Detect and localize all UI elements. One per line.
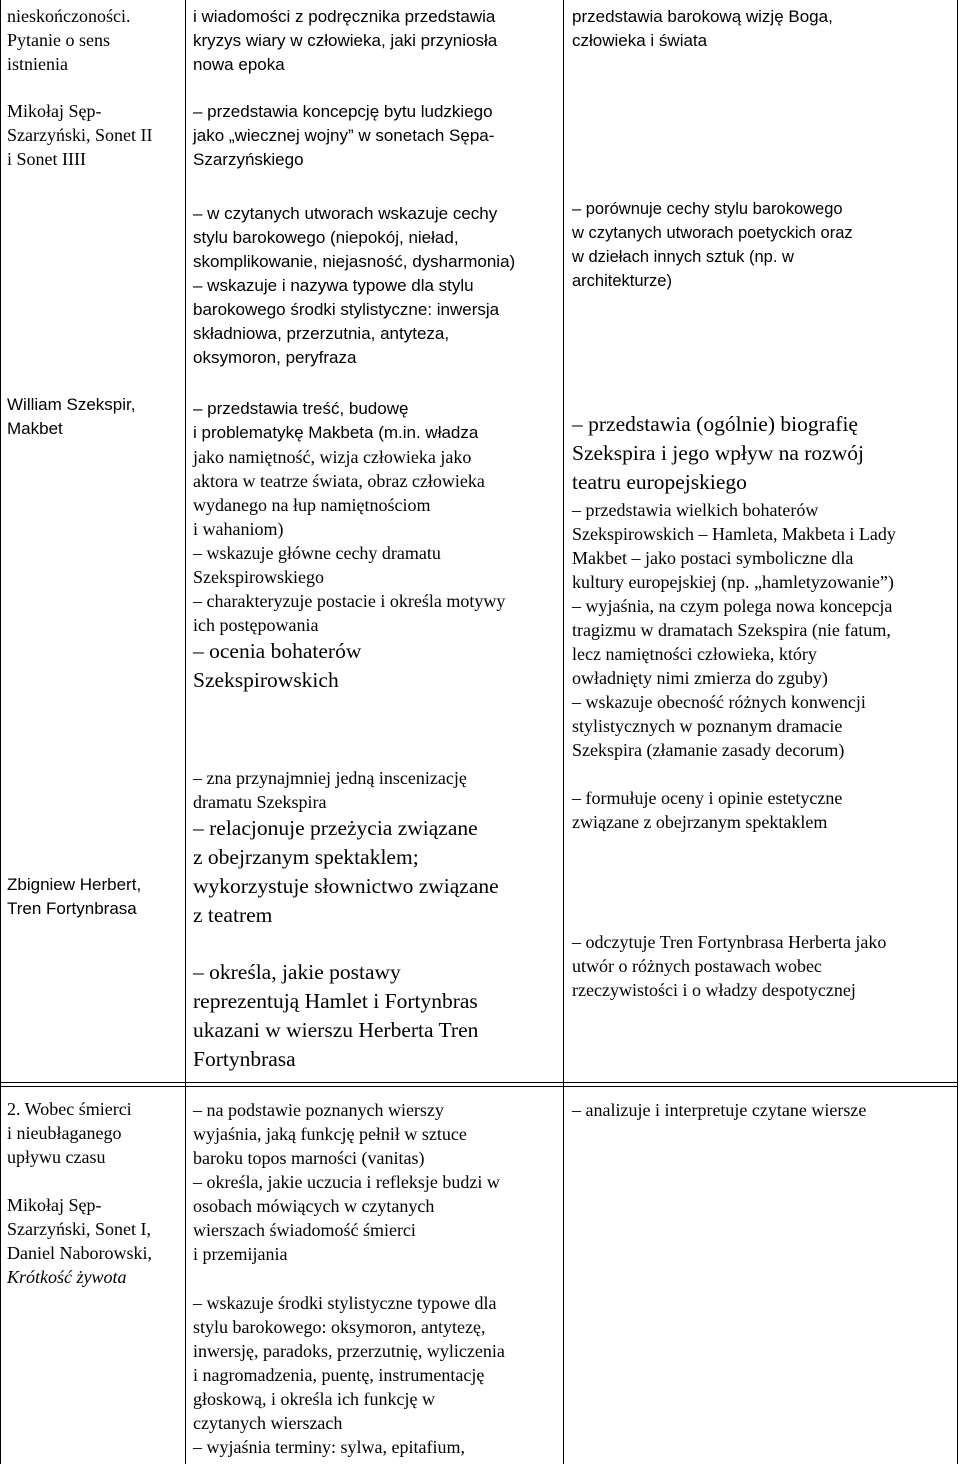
text-line: – wskazuje obecność różnych konwencji [572,692,866,712]
text-line: związane z obejrzanym spektaklem [572,812,828,832]
text-line: – wskazuje środki stylistyczne typowe dla [193,1293,497,1313]
text-line: Mikołaj Sęp- [7,101,102,121]
text-line: Zbigniew Herbert, [7,875,142,894]
table-divider-col1 [185,0,186,1464]
text-line: – charakteryzuje postacie i określa motywy [193,591,506,611]
text-line: William Szekspir, [7,395,136,414]
text-line: Pytanie o sens [7,30,110,50]
text-line: ich postępowania [193,615,319,635]
text-line: wykorzystuje słownictwo związane [193,874,499,898]
text-line: baroku topos marności (vanitas) [193,1148,425,1168]
text-line: składniowa, przerzutnia, antyteza, [193,324,450,343]
text-line: Fortynbrasa [193,1047,296,1071]
text-line: – w czytanych utworach wskazuje cechy [193,204,498,223]
text-line: Szarzyńskiego [193,150,304,169]
text-line: w czytanych utworach poetyckich oraz [572,224,853,242]
text-line: i przemijania [193,1244,288,1264]
text-line: skomplikowanie, niejasność, dysharmonia) [193,252,516,271]
text-line: w dziełach innych sztuk (np. w [572,248,794,266]
text-line: – przedstawia (ogólnie) biografię [572,412,858,436]
text-line: inwersję, paradoks, przerzutnię, wyliczenia [193,1341,505,1361]
text-line: kryzys wiary w człowieka, jaki przyniosła [193,31,498,50]
text-line: – określa, jakie postawy [193,960,401,984]
text-line: – przedstawia wielkich bohaterów [572,500,819,520]
table-divider-col2 [563,0,564,1464]
text-line: 2. Wobec śmierci [7,1099,132,1119]
text-line: Szekspirowskiego [193,567,324,587]
text-line: Daniel Naborowski, [7,1243,152,1263]
text-line: Szarzyński, Sonet I, [7,1219,151,1239]
text-line: utwór o różnych postawach wobec [572,956,822,976]
text-line: istnienia [7,54,68,74]
text-line: – przedstawia koncepcję bytu ludzkiego [193,102,493,121]
text-line: stylistycznych w poznanym dramacie [572,716,843,736]
text-line: rzeczywistości i o władzy despotycznej [572,980,856,1000]
text-line: nowa epoka [193,55,285,74]
text-line: i nagromadzenia, puentę, instrumentację [193,1365,485,1385]
text-line: osobach mówiących w czytanych [193,1196,435,1216]
text-line: Szekspira (złamanie zasady decorum) [572,740,845,760]
text-line: przedstawia barokową wizję Boga, [572,7,833,26]
text-line: – formułuje oceny i opinie estetyczne [572,788,843,808]
text-line: głoskową, i określa ich funkcję w [193,1389,435,1409]
text-line: dramatu Szekspira [193,792,327,812]
text-line: – wskazuje i nazywa typowe dla stylu [193,276,474,295]
text-line: – wskazuje główne cechy dramatu [193,543,441,563]
text-line: czytanych wierszach [193,1413,343,1433]
text-line: wyjaśnia, jaką funkcję pełnił w sztuce [193,1124,467,1144]
text-line: wierszach świadomość śmierci [193,1220,416,1240]
text-line: jako namiętność, wizja człowieka jako [193,447,472,467]
table-border-right [957,0,958,1464]
text-line: Krótkość żywota [7,1267,127,1287]
text-line: jako „wiecznej wojny” w sonetach Sępa- [193,126,495,145]
text-line: oksymoron, peryfraza [193,348,357,367]
text-line: i wahaniom) [193,519,284,539]
table-border-left [0,0,1,1464]
text-line: i Sonet IIII [7,149,86,169]
text-line: ukazani w wierszu Herberta Tren [193,1018,479,1042]
text-line: i wiadomości z podręcznika przedstawia [193,7,496,26]
text-line: stylu barokowego (niepokój, nieład, [193,228,459,247]
text-line: – relacjonuje przeżycia związane [193,816,478,840]
text-line: Tren Fortynbrasa [7,899,137,918]
text-line: z obejrzanym spektaklem; [193,845,419,869]
text-line: aktora w teatrze świata, obraz człowieka [193,471,485,491]
text-line: – porównuje cechy stylu barokowego [572,200,843,218]
text-line: Szarzyński, Sonet II [7,125,153,145]
text-line: Szekspirowskich – Hamleta, Makbeta i Lady [572,524,896,544]
text-line: – określa, jakie uczucia i refleksje budzi w [193,1172,500,1192]
text-line: i problematykę Makbeta (m.in. władza [193,423,479,442]
text-line: – analizuje i interpretuje czytane wiersze [572,1100,867,1120]
text-line: owładnięty nimi zmierza do zguby) [572,668,828,688]
text-line: – wyjaśnia terminy: sylwa, epitafium, [193,1437,465,1457]
text-line: – zna przynajmniej jedną inscenizację [193,768,467,788]
text-line: Szekspira i jego wpływ na rozwój [572,441,864,465]
text-line: kultury europejskiej (np. „hamletyzowanie”) [572,572,894,592]
text-line: barokowego środki stylistyczne: inwersja [193,300,500,319]
text-line: – wyjaśnia, na czym polega nowa koncepcja [572,596,893,616]
text-line: – przedstawia treść, budowę [193,399,409,418]
text-line: Makbet [7,419,63,438]
text-line: stylu barokowego: oksymoron, antytezę, [193,1317,486,1337]
text-line: tragizmu w dramatach Szekspira (nie fatum, [572,620,891,640]
text-line: reprezentują Hamlet i Fortynbras [193,989,478,1013]
text-line: Makbet – jako postaci symboliczne dla [572,548,854,568]
text-line: architekturze) [572,272,672,290]
table-row-divider [0,1086,958,1087]
text-line: lecz namiętności człowieka, który [572,644,817,664]
text-line: – odczytuje Tren Fortynbrasa Herberta jako [572,932,887,952]
text-line: wydanego na łup namiętnościom [193,495,431,515]
text-line: – ocenia bohaterów [193,639,362,663]
text-line: upływu czasu [7,1147,106,1167]
text-line: Mikołaj Sęp- [7,1195,102,1215]
text-line: – na podstawie poznanych wierszy [193,1100,444,1120]
text-line: nieskończoności. [7,6,131,26]
text-line: z teatrem [193,903,273,927]
table-row-divider [0,1082,958,1083]
text-line: i nieubłaganego [7,1123,122,1143]
text-line: człowieka i świata [572,31,708,50]
text-line: teatru europejskiego [572,470,747,494]
text-line: Szekspirowskich [193,668,339,692]
